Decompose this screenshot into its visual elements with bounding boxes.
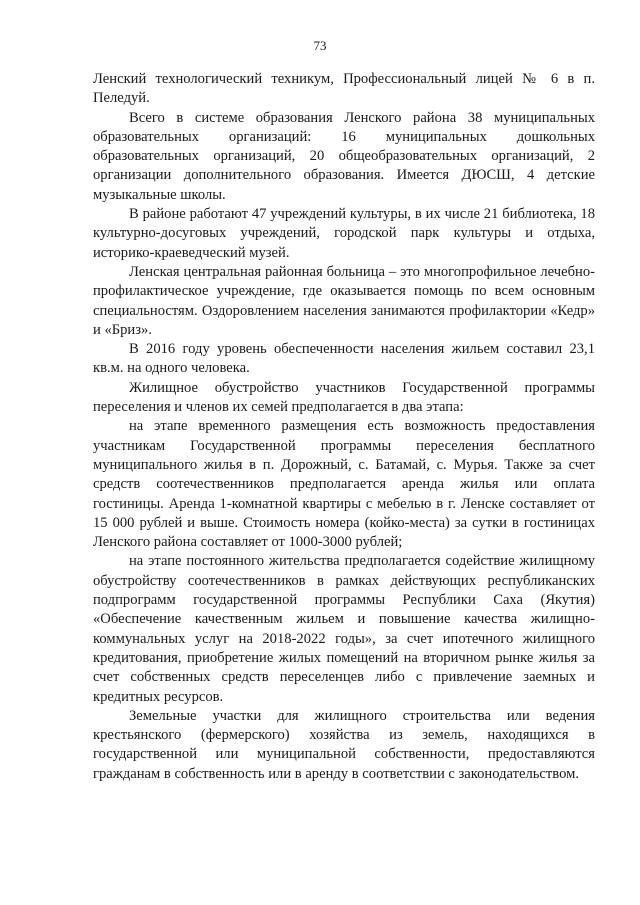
paragraph-culture-institutions: В районе работают 47 учреждений культуры, в их числе 21 библиотека, 18 культурно-досуговых учреждений, городской парк культуры и отдыха, историко-краеведческий музей. bbox=[93, 206, 595, 261]
paragraph-land-plots: Земельные участки для жилищного строительства или ведения крестьянского (фермерского) хозяйства из земель, находящихся в государственной или муниципальной собственности, предоставляются гражданам в собственность или в аренду в соответствии с законодательством. bbox=[93, 707, 595, 782]
paragraph-central-hospital: Ленская центральная районная больница – это многопрофильное лечебно-профилактическое учреждение, где оказывается помощь по всем основным специальностям. Оздоровлением населения занимаются профилактории «Кедр» и «Бриз». bbox=[93, 263, 595, 338]
page-number: 73 bbox=[313, 38, 327, 53]
paragraph-education-system: Всего в системе образования Ленского района 38 муниципальных образовательных организаций: 16 муниципальных дошкольных образовательных организаций, 20 общеобразовательных организаций, 2 организации дополнительного образования. Имеется ДЮСШ, 4 детские музыкальные школы. bbox=[93, 109, 595, 203]
text-body bbox=[93, 70, 595, 784]
paragraph-temporary-stage: на этапе временного размещения есть возможность предоставления участникам Государственной программы переселения бесплатного муниципального жилья в п. Дорожный, с. Батамай, с. Мурья. Также за счет средств соотечественников предполагается аренда жилья или оплата гостиницы. Аренда 1-комнатной квартиры с мебелью в г. Ленске составляет от 15 000 рублей и выше. Стоимость номера (койко-места) за сутки в гостиницах Ленского района составляет от 1000-3000 рублей; bbox=[93, 418, 595, 551]
paragraph-permanent-stage: на этапе постоянного жительства предполагается содействие жилищному обустройству соотечественников в рамках действующих республиканских подпрограмм государственной программы Республики Саха (Якутия) «Обеспечение качественным жильем и повышение качества жилищно-коммунальных услуг на 2018-2022 годы», за счет ипотечного жилищного кредитования, приобретение жилых помещений на вторичном рынке жилья за счет собственных средств переселенцев либо с привлечение заемных и кредитных ресурсов. bbox=[93, 553, 595, 705]
paragraph-technical-schools: Ленский технологический техникум, Профессиональный лицей № 6 в п. Пеледуй. bbox=[93, 71, 595, 107]
paragraph-housing-provision: В 2016 году уровень обеспеченности населения жильем составил 23,1 кв.м. на одного человека. bbox=[93, 341, 595, 377]
paragraph-housing-arrangement: Жилищное обустройство участников Государственной программы переселения и членов их семей предполагается в два этапа: bbox=[93, 379, 595, 416]
